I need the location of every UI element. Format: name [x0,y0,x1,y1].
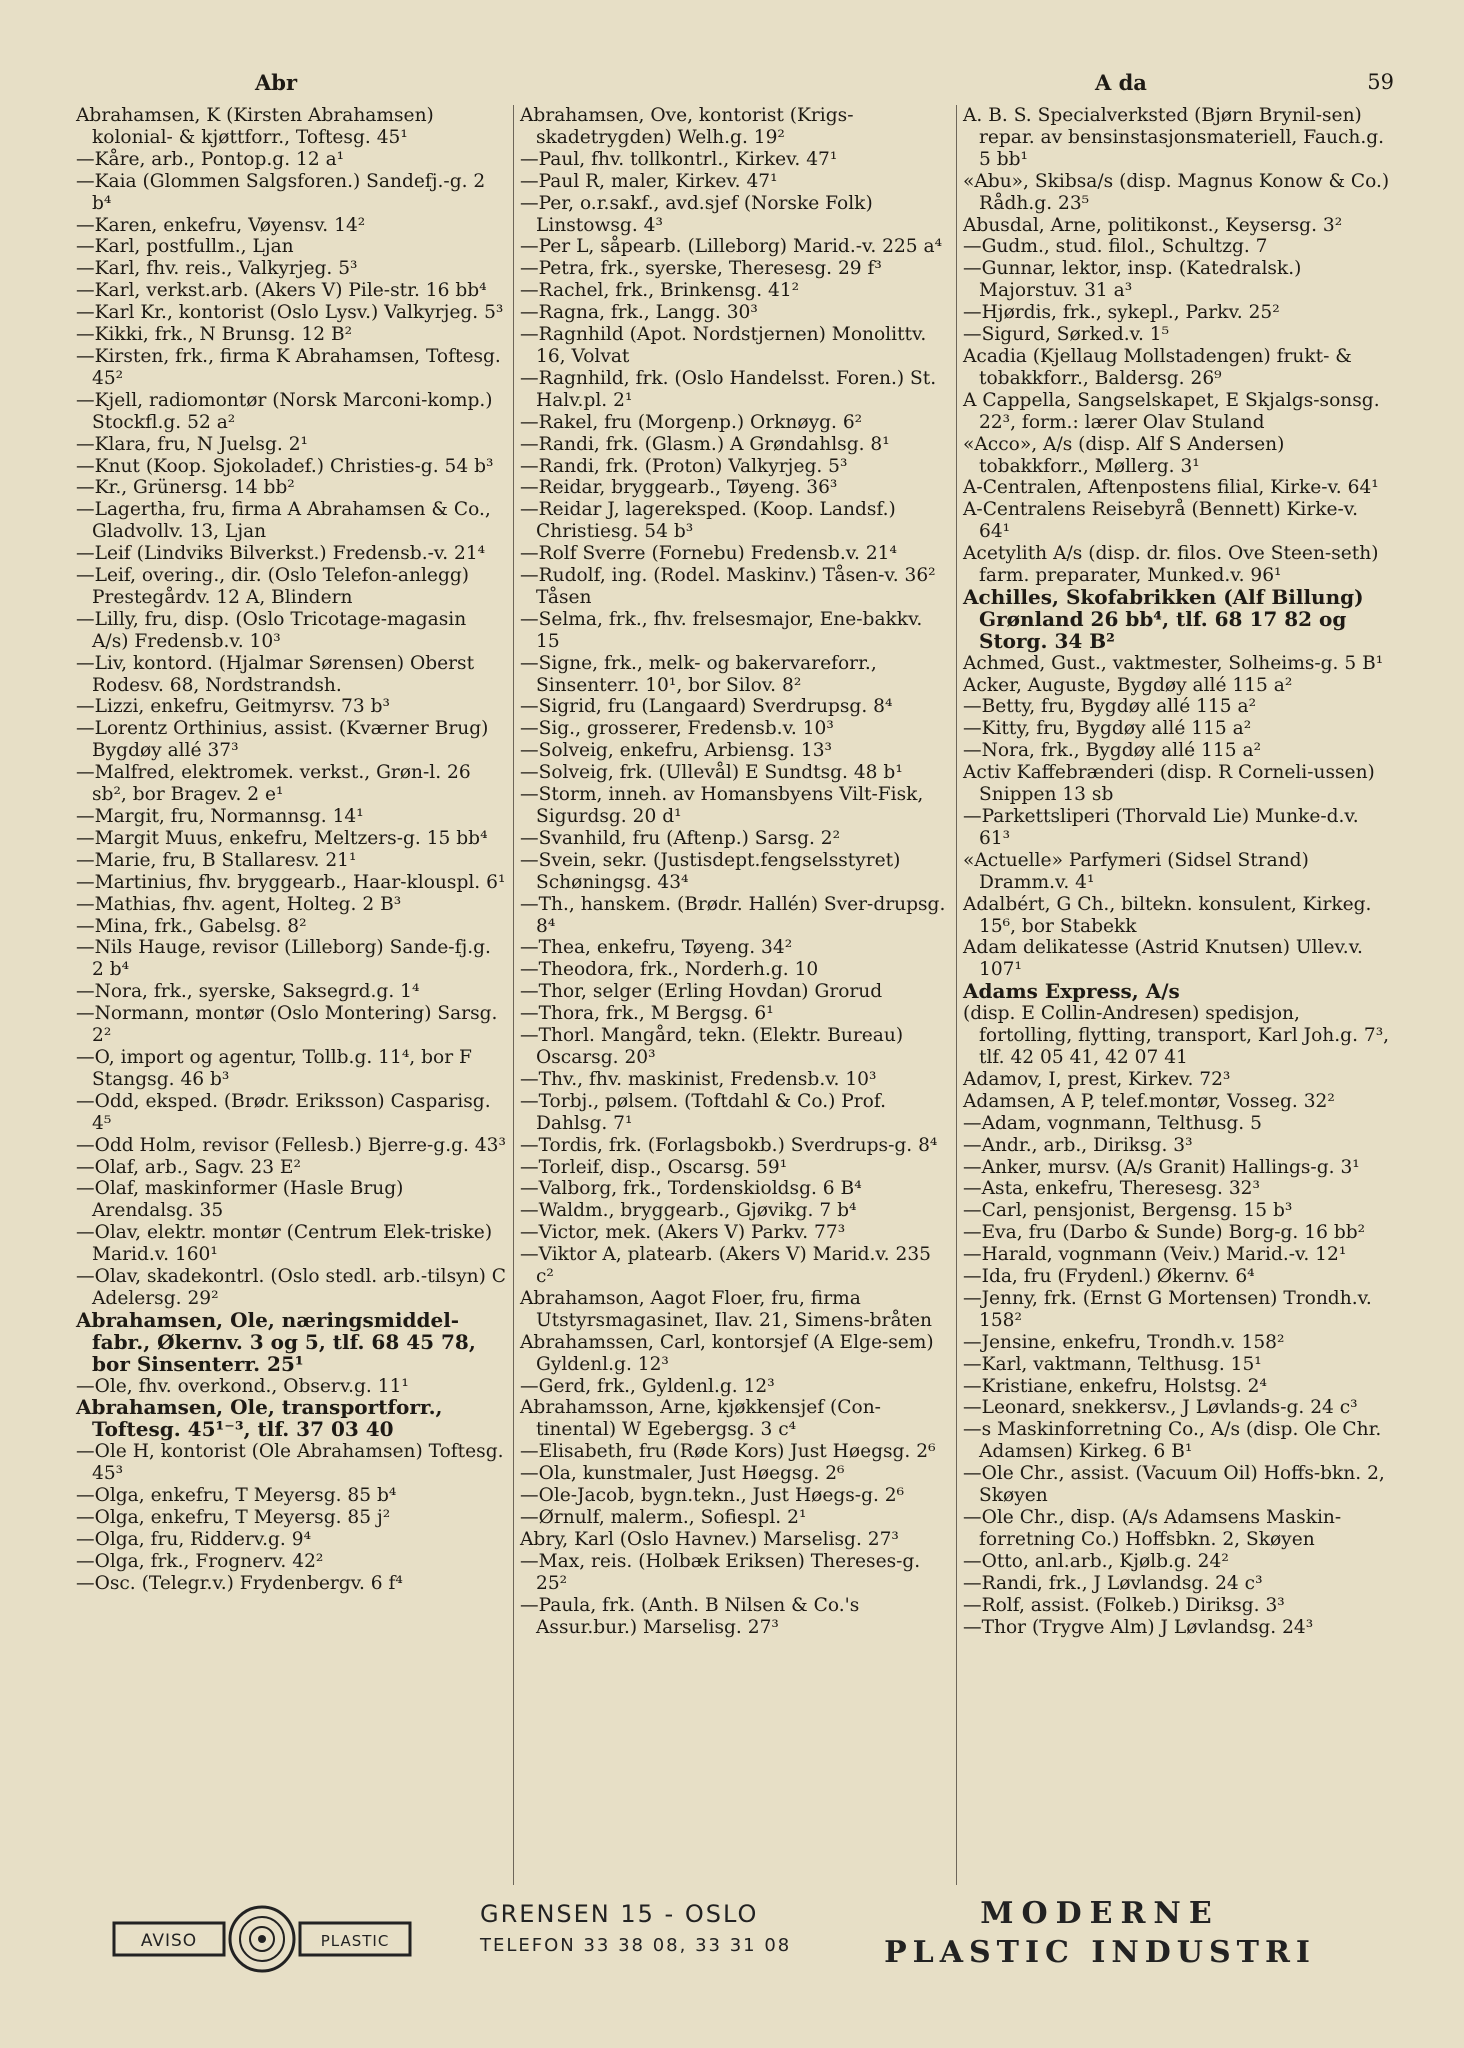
directory-entry: —Thor, selger (Erling Hovdan) Grorud [520,981,883,1003]
directory-entry: —Karl, fhv. reis., Valkyrjeg. 5³ [76,258,358,280]
directory-entry: —Ole H, kontorist (Ole Abrahamsen) Toftesg. 45³ [76,1441,504,1485]
directory-entry: —Waldm., bryggearb., Gjøvikg. 7 b⁴ [520,1200,857,1222]
directory-entry: —Torleif, disp., Oscarsg. 59¹ [520,1156,788,1178]
ad-brand [840,1895,1360,1973]
directory-entry: —Randi, frk. (Glasm.) A Grøndahlsg. 8¹ [520,433,890,455]
directory-entry: —Gerd, frk., Gyldenl.g. 12³ [520,1375,775,1397]
directory-entry: —Valborg, frk., Tordenskioldsg. 6 B⁴ [520,1178,862,1200]
directory-entry: —Karl, verkst.arb. (Akers V) Pile-str. 16 bb⁴ [76,280,487,302]
directory-entry: —Olga, enkefru, T Meyersg. 85 b⁴ [76,1485,397,1507]
directory-entry: A. B. S. Specialverksted (Bjørn Brynil-sen) repar. av bensinstasjonsmateriell, Fauch.g. 5 bb¹ [963,105,1385,170]
directory-entry: —Thor (Trygve Alm) J Løvlandsg. 24³ [963,1616,1314,1638]
directory-entry: —Ragnhild (Apot. Nordstjernen) Monolittv. 16, Volvat [520,324,927,367]
directory-entry: —Sig., grosserer, Fredensb.v. 10³ [520,718,834,740]
directory-entry: —Svanhild, fru (Aftenp.) Sarsg. 2² [520,827,841,849]
directory-entry: Adalbért, G Ch., biltekn. konsulent, Kirkeg. 15⁶, bor Stabekk [963,893,1372,937]
directory-entry: —Parkettsliperi (Thorvald Lie) Munke-d.v. 61³ [963,806,1359,849]
directory-entry: —Elisabeth, fru (Røde Kors) Just Høegsg. 2⁶ [520,1441,936,1463]
directory-entry: Activ Kaffebrænderi (disp. R Corneli-ussen) Snippen 13 sb [963,762,1375,806]
directory-entry: —Lagertha, fru, firma A Abrahamsen & Co., Gladvollv. 13, Ljan [76,499,491,543]
directory-entry: —Gudm., stud. filol., Schultzg. 7 [963,236,1268,258]
directory-entry: Adamov, I, prest, Kirkev. 72³ [963,1068,1231,1090]
directory-entry: —Mathias, fhv. agent, Holteg. 2 B³ [76,893,402,915]
directory-entry: Adams Express, A/s [963,979,1180,1004]
directory-entry: —Max, reis. (Holbæk Eriksen) Thereses-g. 25² [520,1550,921,1594]
directory-entry: A-Centralen, Aftenpostens filial, Kirke-v. 64¹ [963,477,1379,499]
directory-entry: —Betty, fru, Bygdøy allé 115 a² [963,696,1257,718]
directory-entry: Adamsen, A P, telef.montør, Vosseg. 32² [963,1090,1335,1112]
directory-entry: —Jensine, enkefru, Trondh.v. 158² [963,1331,1285,1353]
logo-left-text: AVISO [140,1931,198,1951]
directory-columns [70,105,1400,1885]
directory-entry: Achilles, Skofabrikken (Alf Billung) Grønland 26 bb⁴, tlf. 68 17 82 og Storg. 34 B² [963,584,1364,653]
directory-entry: Abry, Karl (Oslo Havnev.) Marselisg. 27³ [520,1528,899,1550]
directory-entry: —Klara, fru, N Juelsg. 2¹ [76,433,308,455]
directory-entry: —Per L, såpearb. (Lilleborg) Marid.-v. 225 a⁴ [520,236,943,258]
directory-entry: —Anker, mursv. (A/s Granit) Hallings-g. 3¹ [963,1156,1360,1178]
directory-entry: —Nora, frk., Bygdøy allé 115 a² [963,740,1262,762]
directory-entry: —Sigrid, fru (Langaard) Sverdrupsg. 8⁴ [520,696,893,718]
directory-entry: —Sigurd, Sørked.v. 1⁵ [963,324,1170,346]
directory-entry: Abrahamsen, Ove, kontorist (Krigs-skadetrygden) Welh.g. 19² [520,105,854,148]
directory-entry: —Signe, frk., melk- og bakervareforr., Sinsenterr. 10¹, bor Silov. 8² [520,652,877,696]
directory-entry: —Kirsten, frk., firma K Abrahamsen, Toftesg. 45² [76,345,501,389]
column-2 [513,105,956,1885]
directory-entry: «Acco», A/s (disp. Alf S Andersen) tobakkforr., Møllerg. 3¹ [963,433,1285,477]
directory-entry: —Theodora, frk., Norderh.g. 10 [520,959,819,981]
directory-entry: —Olav, elektr. montør (Centrum Elek-triske) Marid.v. 160¹ [76,1222,493,1266]
directory-entry: —Mina, frk., Gabelsg. 8² [76,915,307,937]
directory-entry: —Jenny, frk. (Ernst G Mortensen) Trondh.v. 158² [963,1287,1372,1331]
directory-entry: Acadia (Kjellaug Mollstadengen) frukt- & tobakkforr., Baldersg. 26⁹ [963,345,1352,389]
header-left-guide: Abr [255,70,298,95]
directory-entry: A-Centralens Reisebyrå (Bennett) Kirke-v. 64¹ [963,499,1358,543]
directory-entry: Abusdal, Arne, politikonst., Keysersg. 3² [963,214,1343,236]
directory-entry: Achmed, Gust., vaktmester, Solheims-g. 5 B¹ [963,652,1384,674]
ad-address [480,1897,840,1961]
directory-entry: Acetylith A/s (disp. dr. filos. Ove Steen-seth) farm. preparater, Munked.v. 96¹ [963,543,1379,587]
directory-entry: —Karl, postfullm., Ljan [76,236,294,258]
directory-entry: —Thorl. Mangård, tekn. (Elektr. Bureau) Oscarsg. 20³ [520,1025,904,1068]
directory-entry: (disp. E Collin-Andresen) spedisjon, fortolling, flytting, transport, Karl Joh.g. 7³, tlf. 42 05 41, 42 07 41 [963,1003,1390,1068]
directory-entry: —Selma, frk., fhv. frelsesmajor, Ene-bakkv. 15 [520,608,923,652]
aviso-plastic-logo [112,1903,412,1975]
directory-entry: —Lilly, fru, disp. (Oslo Tricotage-magasin A/s) Fredensb.v. 10³ [76,608,467,652]
directory-entry: Abrahamson, Aagot Floer, fru, firma Utstyrsmagasinet, Ilav. 21, Simens-bråten [520,1287,932,1331]
directory-entry: —Per, o.r.sakf., avd.sjef (Norske Folk) Linstowsg. 4³ [520,192,873,236]
directory-entry: —Thea, enkefru, Tøyeng. 34² [520,937,793,959]
directory-entry: —Odd Holm, revisor (Fellesb.) Bjerre-g.g. 43³ [76,1134,506,1156]
directory-entry: —Reidar, bryggearb., Tøyeng. 36³ [520,477,838,499]
directory-entry: Abrahamsson, Arne, kjøkkensjef (Con-tinental) W Egebergsg. 3 c⁴ [520,1397,881,1441]
directory-entry: —Kjell, radiomontør (Norsk Marconi-komp.) Stockfl.g. 52 a² [76,389,493,433]
directory-entry: —Adam, vognmann, Telthusg. 5 [963,1112,1262,1134]
directory-entry: —Svein, sekr. (Justisdept.fengselsstyret) Schøningsg. 43⁴ [520,849,901,893]
directory-entry: —Karen, enkefru, Vøyensv. 14² [76,214,366,236]
directory-entry: —Rachel, frk., Brinkensg. 41² [520,280,800,302]
directory-entry: —Liv, kontord. (Hjalmar Sørensen) Oberst Rodesv. 68, Nordstrandsh. [76,652,475,696]
ad-address-line: GRENSEN 15 - OSLO [480,1900,759,1928]
directory-entry: —Knut (Koop. Sjokoladef.) Christies-g. 54 b³ [76,455,494,477]
directory-entry: —Leif (Lindviks Bilverkst.) Fredensb.-v. 21⁴ [76,543,486,565]
column-3 [956,105,1399,1885]
directory-entry: —Karl, vaktmann, Telthusg. 15¹ [963,1353,1262,1375]
directory-entry: —Ole-Jacob, bygn.tekn., Just Høegs-g. 2⁶ [520,1485,905,1507]
directory-entry: —Andr., arb., Diriksg. 3³ [963,1134,1193,1156]
directory-entry: —Rolf Sverre (Fornebu) Fredensb.v. 21⁴ [520,543,897,565]
directory-entry: A Cappella, Sangselskapet, E Skjalgs-sonsg. 22³, form.: lærer Olav Stuland [963,389,1380,433]
directory-entry: —Harald, vognmann (Veiv.) Marid.-v. 12¹ [963,1244,1347,1266]
directory-entry: —Tordis, frk. (Forlagsbokb.) Sverdrups-g. 8⁴ [520,1134,938,1156]
directory-entry: —Th., hanskem. (Brødr. Hallén) Sver-drupsg. 8⁴ [520,893,946,937]
directory-entry: —Ole Chr., assist. (Vacuum Oil) Hoffs-bkn. 2, Skøyen [963,1463,1385,1507]
directory-entry: —Olaf, arb., Sagv. 23 E² [76,1156,301,1178]
directory-entry: —Olaf, maskinformer (Hasle Brug) Arendalsg. 35 [76,1178,404,1222]
brand-line-1: MODERNE [980,1896,1220,1931]
advertisement [70,1895,1394,1985]
directory-entry: —Paula, frk. (Anth. B Nilsen & Co.'s Assur.bur.) Marselisg. 27³ [520,1594,860,1638]
directory-entry: —Marie, fru, B Stallaresv. 21¹ [76,849,357,871]
directory-entry: Adam delikatesse (Astrid Knutsen) Ullev.v. 107¹ [963,937,1363,981]
directory-entry: —Petra, frk., syerske, Theresesg. 29 f³ [520,258,882,280]
directory-entry: —Torbj., pølsem. (Toftdahl & Co.) Prof. Dahlsg. 7¹ [520,1090,887,1134]
directory-entry: —Kaia (Glommen Salgsforen.) Sandefj.-g. 2 b⁴ [76,170,486,214]
directory-entry: —Lorentz Orthinius, assist. (Kværner Brug) Bygdøy allé 37³ [76,718,489,762]
column-1 [70,105,513,1885]
directory-entry: —Viktor A, platearb. (Akers V) Marid.v. 235 c² [520,1244,931,1288]
directory-entry: —Hjørdis, frk., sykepl., Parkv. 25² [963,302,1280,324]
directory-entry: —s Maskinforretning Co., A/s (disp. Ole Chr. Adamsen) Kirkeg. 6 B¹ [963,1419,1382,1463]
directory-entry: —Gunnar, lektor, insp. (Katedralsk.) Majorstuv. 31 a³ [963,258,1302,302]
directory-entry: —Ola, kunstmaler, Just Høegsg. 2⁶ [520,1463,845,1485]
directory-entry: —Eva, fru (Darbo & Sunde) Borg-g. 16 bb² [963,1222,1366,1244]
directory-entry: —Rakel, fru (Morgenp.) Orknøyg. 6² [520,411,863,433]
directory-entry: —Solveig, frk. (Ullevål) E Sundtsg. 48 b¹ [520,762,903,784]
directory-entry: —Rolf, assist. (Folkeb.) Diriksg. 3³ [963,1594,1285,1616]
directory-entry: —Kr., Grünersg. 14 bb² [76,477,295,499]
directory-entry: —Odd, eksped. (Brødr. Eriksson) Casparisg. 4⁵ [76,1090,491,1134]
directory-entry: —Paul R, maler, Kirkev. 47¹ [520,170,778,192]
directory-entry: —Reidar J, lagereksped. (Koop. Landsf.) Christiesg. 54 b³ [520,499,896,543]
directory-entry: —Margit Muus, enkefru, Meltzers-g. 15 bb⁴ [76,827,488,849]
directory-entry: —Ørnulf, malerm., Sofiespl. 2¹ [520,1507,807,1528]
directory-entry: —Olga, enkefru, T Meyersg. 85 j² [76,1507,391,1528]
directory-entry: —Otto, anl.arb., Kjølb.g. 24² [963,1550,1229,1572]
directory-entry: Acker, Auguste, Bygdøy allé 115 a² [963,674,1293,696]
directory-entry: —Ole, fhv. overkond., Observ.g. 11¹ [76,1375,409,1397]
page-number: 59 [1367,70,1394,94]
directory-entry: —Kåre, arb., Pontop.g. 12 a¹ [76,148,345,170]
page-header [70,70,1394,100]
directory-entry: Abrahamsen, Ole, næringsmiddel-fabr., Økernv. 3 og 5, tlf. 68 45 78, bor Sinsenterr. 25¹ [76,1307,476,1376]
directory-entry: —Storm, inneh. av Homansbyens Vilt-Fisk, Sigurdsg. 20 d¹ [520,784,924,827]
directory-entry: Abrahamssen, Carl, kontorsjef (A Elge-sem) Gyldenl.g. 12³ [520,1331,934,1375]
directory-entry: «Actuelle» Parfymeri (Sidsel Strand) Dramm.v. 4¹ [963,849,1309,893]
directory-entry: —Kikki, frk., N Brunsg. 12 B² [76,324,353,346]
directory-entry: —Lizzi, enkefru, Geitmyrsv. 73 b³ [76,696,390,718]
logo-right-text: PLASTIC [320,1932,390,1950]
directory-entry: —Randi, frk., J Løvlandsg. 24 c³ [963,1572,1263,1594]
directory-entry: «Abu», Skibsa/s (disp. Magnus Konow & Co.) Rådh.g. 23⁵ [963,170,1390,214]
directory-entry: —Paul, fhv. tollkontrl., Kirkev. 47¹ [520,148,838,170]
directory-entry: —Carl, pensjonist, Bergensg. 15 b³ [963,1200,1293,1222]
directory-entry: —Thv., fhv. maskinist, Fredensb.v. 10³ [520,1068,877,1090]
directory-entry: —Olga, fru, Ridderv.g. 9⁴ [76,1528,312,1550]
directory-entry: —Kitty, fru, Bygdøy allé 115 a² [963,718,1252,740]
directory-entry: —Martinius, fhv. bryggearb., Haar-klouspl. 6¹ [76,871,506,893]
directory-entry: —Rudolf, ing. (Rodel. Maskinv.) Tåsen-v. 36² Tåsen [520,565,936,608]
directory-entry: —Olga, frk., Frognerv. 42² [76,1550,324,1572]
directory-entry: —Ragna, frk., Langg. 30³ [520,302,758,324]
directory-entry: —Osc. (Telegr.v.) Frydenbergv. 6 f⁴ [76,1572,403,1594]
directory-entry: —Kristiane, enkefru, Holstsg. 2⁴ [963,1375,1267,1397]
header-right-guide: A da [1095,70,1147,95]
directory-entry: —Leonard, snekkersv., J Løvlands-g. 24 c³ [963,1397,1358,1419]
directory-entry: —Leif, overing., dir. (Oslo Telefon-anlegg) Prestegårdv. 12 A, Blindern [76,565,470,608]
directory-entry: —Solveig, enkefru, Arbiensg. 13³ [520,740,832,762]
directory-entry: —Randi, frk. (Proton) Valkyrjeg. 5³ [520,455,848,477]
directory-entry: —O, import og agentur, Tollb.g. 11⁴, bor F Stangsg. 46 b³ [76,1046,472,1090]
ad-phone-line: TELEFON 33 38 08, 33 31 08 [480,1935,792,1956]
directory-entry: —Ole Chr., disp. (A/s Adamsens Maskin-forretning Co.) Hoffsbkn. 2, Skøyen [963,1507,1342,1550]
directory-entry: —Thora, frk., M Bergsg. 6¹ [520,1003,774,1025]
directory-entry: —Margit, fru, Normannsg. 14¹ [76,806,364,827]
directory-entry: —Ragnhild, frk. (Oslo Handelsst. Foren.) St. Halv.pl. 2¹ [520,367,937,411]
directory-entry: Abrahamsen, K (Kirsten Abrahamsen) kolonial- & kjøttforr., Toftesg. 45¹ [76,105,434,148]
directory-entry: —Asta, enkefru, Theresesg. 32³ [963,1178,1260,1200]
directory-entry: Abrahamsen, Ole, transportforr., Toftesg. 45¹⁻³, tlf. 37 03 40 [76,1395,443,1442]
directory-entry: —Malfred, elektromek. verkst., Grøn-l. 26 sb², bor Bragev. 2 e¹ [76,762,471,806]
directory-entry: —Nils Hauge, revisor (Lilleborg) Sande-fj.g. 2 b⁴ [76,937,491,981]
brand-line-2: PLASTIC INDUSTRI [884,1935,1316,1970]
directory-entry: —Nora, frk., syerske, Saksegrd.g. 1⁴ [76,981,420,1003]
directory-entry: —Karl Kr., kontorist (Oslo Lysv.) Valkyrjeg. 5³ [76,302,504,324]
directory-entry: —Victor, mek. (Akers V) Parkv. 77³ [520,1222,846,1244]
directory-entry: —Olav, skadekontrl. (Oslo stedl. arb.-tilsyn) C Adelersg. 29² [76,1266,506,1309]
directory-entry: —Ida, fru (Frydenl.) Økernv. 6⁴ [963,1266,1255,1288]
directory-entry: —Normann, montør (Oslo Montering) Sarsg. 2² [76,1003,498,1047]
